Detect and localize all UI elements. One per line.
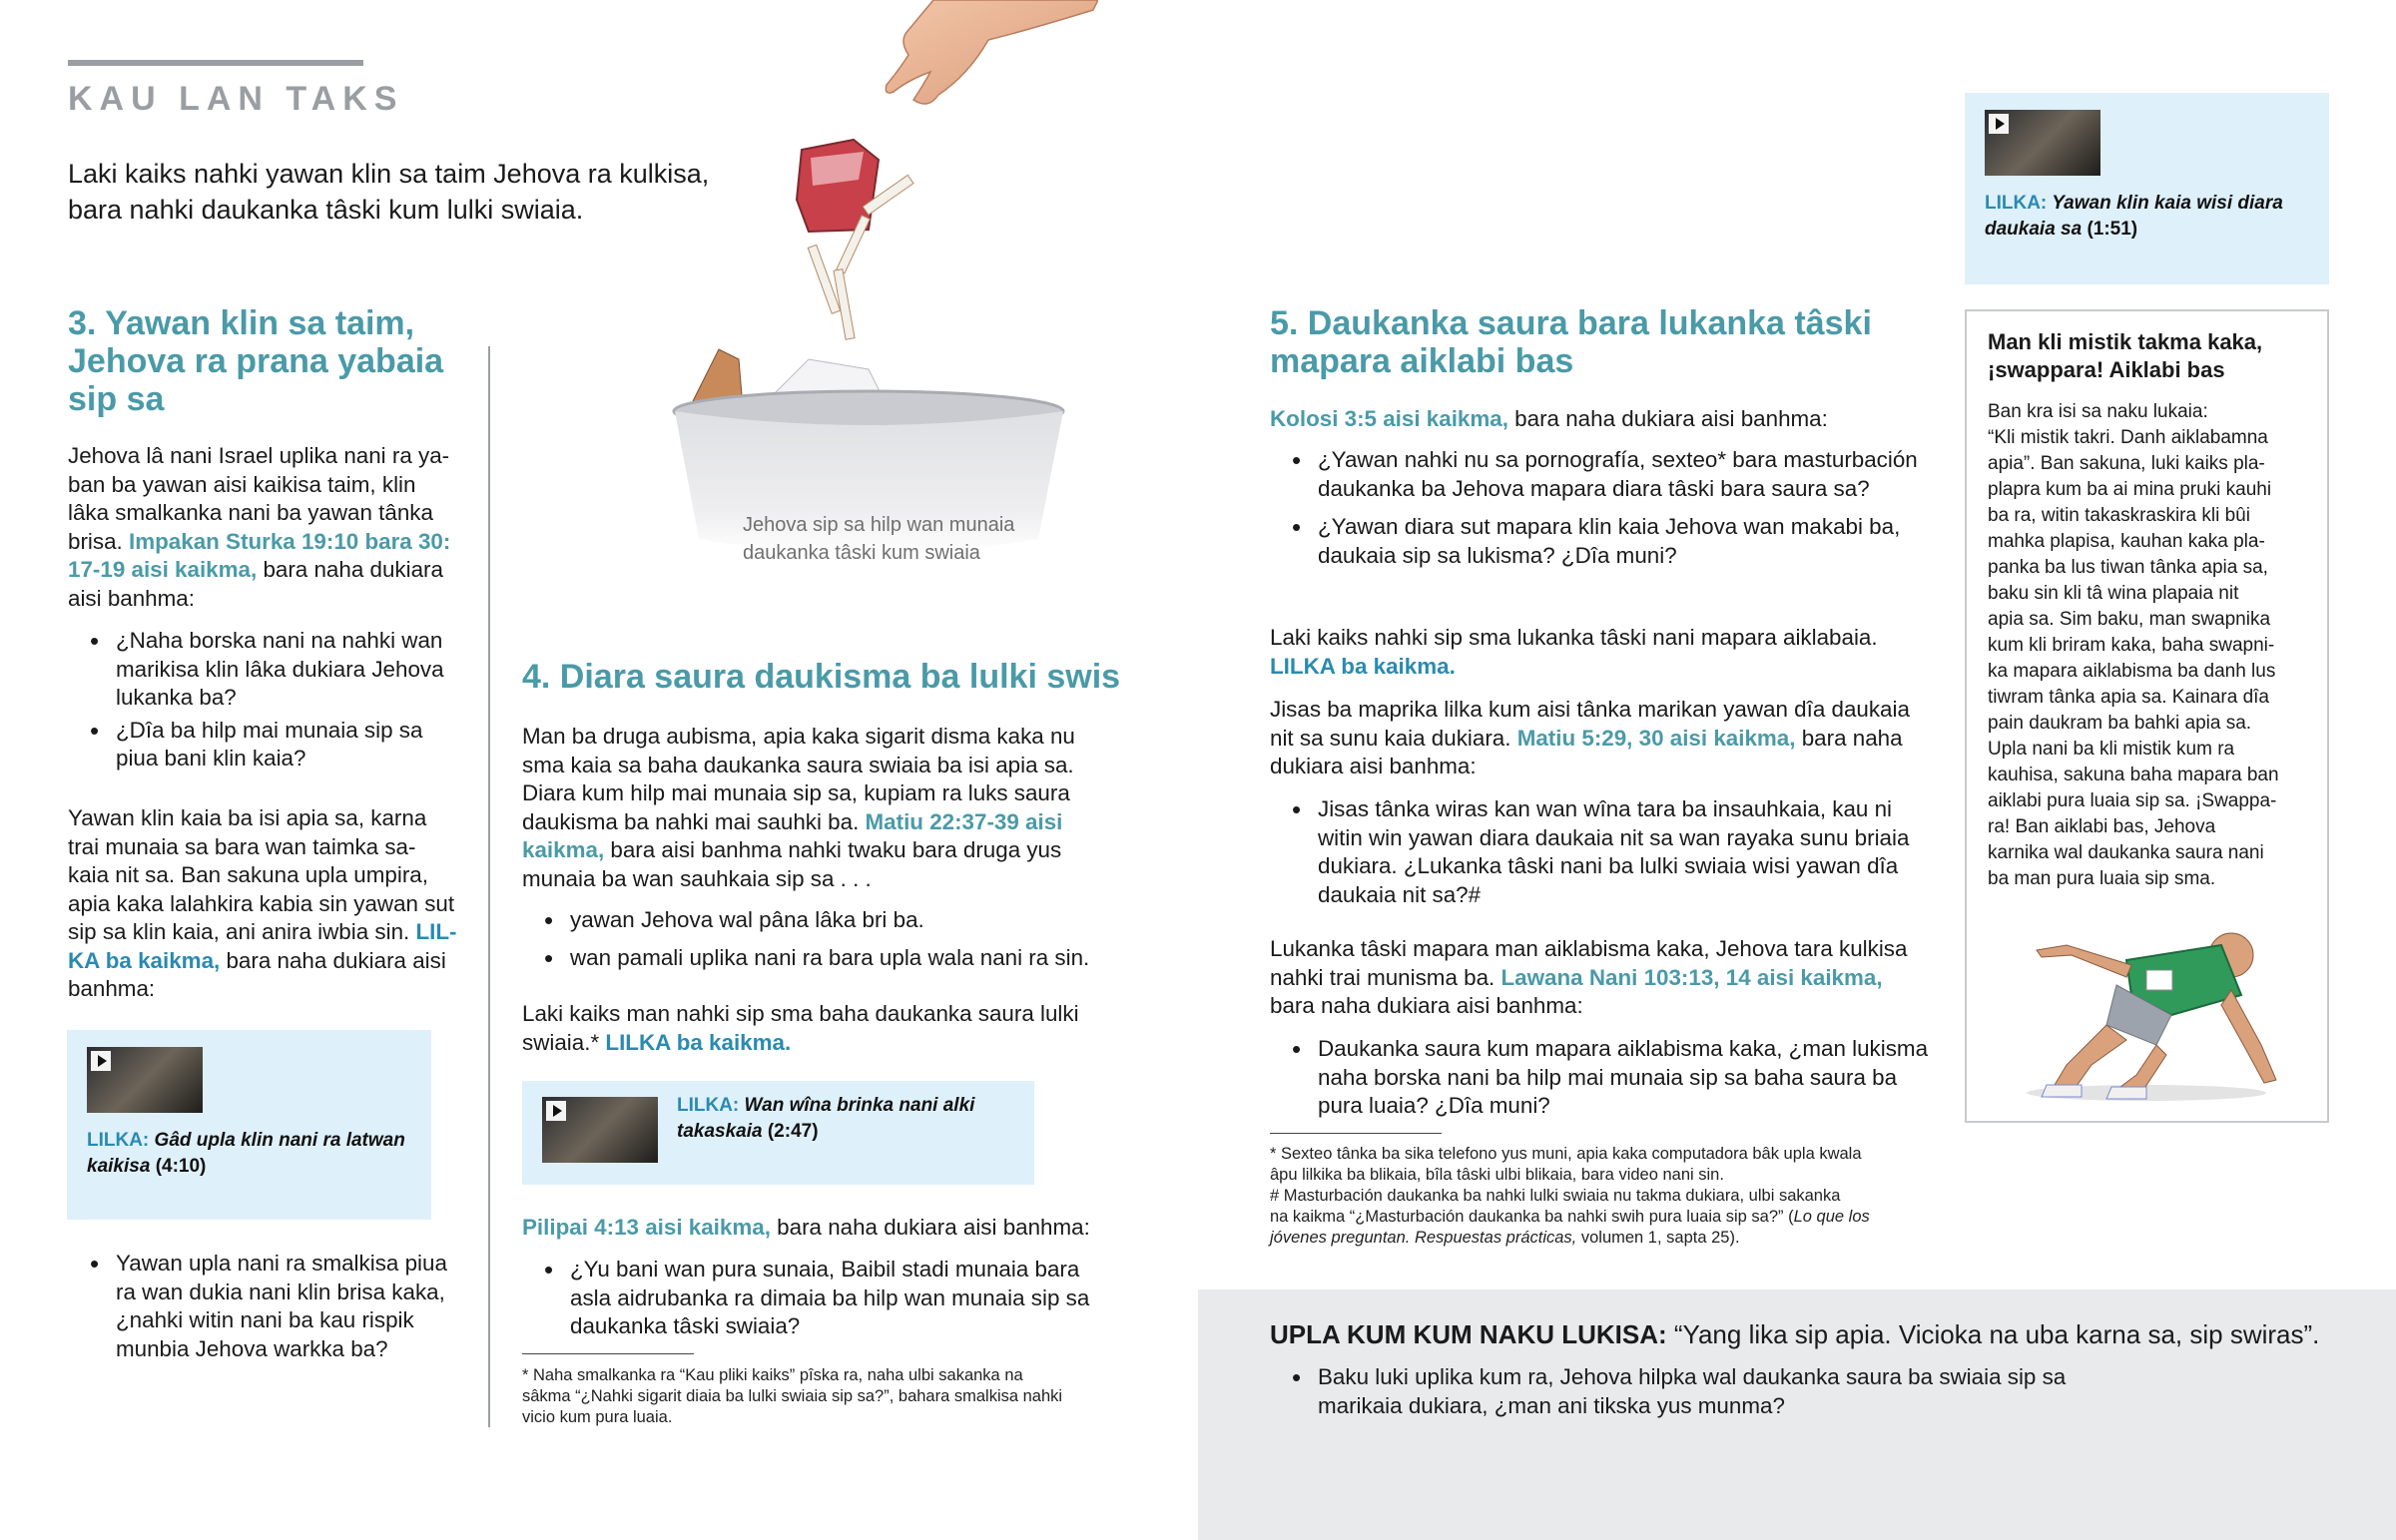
list-item: • yawan Jehova wal pâna lâka bri ba.	[522, 906, 1121, 935]
video-thumbnail[interactable]	[87, 1047, 203, 1113]
section-5-paragraph-2: Laki kaiks nahki sip sma lukanka tâski nani mapara aiklabaia. LILKA ba kaikma.	[1270, 624, 1949, 681]
list-item: • ¿Dîa ba hilp mai munaia sip sa piua bani klin kaia?	[68, 717, 467, 773]
scripture-link-matthew-22[interactable]: Matiu 22:37-39 aisi	[865, 808, 1063, 834]
list-item: • wan pamali uplika nani ra bara upla wala nani ra sin.	[522, 944, 1121, 973]
section-3-paragraph-2: Yawan klin kaia ba isi apia sa, karna trai munaia sa bara wan taimka sa- kaia nit sa. Ban sakuna upla umpira, apia kaka lalahkira kabia sin yawan sut sip sa klin kaia, ani anira iwbia sin. LIL- KA ba kaikma, bara naha dukiara aisi banhma:	[68, 805, 457, 1001]
list-item: • ¿Yu bani wan pura sunaia, Baibil stadi munaia bara asla aidrubanka ra dimaia ba hilp wan munaia sip sa daukanka tâski swiaia?	[522, 1256, 1121, 1341]
video-thumbnail[interactable]	[542, 1097, 658, 1163]
footnote-rule	[522, 1353, 694, 1354]
section-5-footnotes: * Sexteo tânka ba sika telefono yus muni, apia kaka computadora bâk upla kwala âpu lilkika ba blikaia, bîla tâski ulbi blikaia, bara video nani sin. # Masturbación daukanka ba nahki lulki swiaia nu takma dukiara, ulbi sakanka na kaikma “¿Masturbación daukanka ba nahki swih pura luaia sip sa?” (Lo que los jóvenes preguntan. Respuestas prácticas, volumen 1, sapta 25).	[1270, 1145, 1870, 1247]
section-5-question-list	[1270, 446, 1929, 570]
column-divider	[488, 346, 490, 1427]
section-5-paragraph-3: Jisas ba maprika lilka kum aisi tânka marikan yawan dîa daukaia nit sa sunu kaia dukiara. Matiu 5:29, 30 aisi kaikma, bara naha dukiara aisi banhma:	[1270, 697, 1910, 778]
scripture-link-psalms[interactable]: Lawana Nani 103:13, 14 aisi kaikma,	[1500, 964, 1883, 990]
header-rule	[68, 60, 363, 66]
section-3-paragraph-1: Jehova lâ nani Israel uplika nani ra ya- ban ba yawan aisi kaikisa taim, klin lâka smalkanka nani ba yawan tânka brisa. Impakan Sturka 19:10 bara 30: 17-19 aisi kaikma, bara naha dukiara aisi banhma:	[68, 443, 451, 611]
list-item: • Daukanka saura kum mapara aiklabisma kaka, ¿man lukisma naha borska nani ba hilp mai munaia sip sa baha saura ba pura luaia? ¿Dîa muni?	[1270, 1035, 1929, 1121]
section-3-question-list	[68, 627, 467, 773]
video-link[interactable]: LILKA ba kaikma.	[1270, 653, 1456, 679]
section-4-title: 4. Diara saura daukisma ba lulki swis	[522, 658, 1121, 696]
bottom-panel	[1198, 1289, 2396, 1540]
scripture-link-philippians[interactable]: Pilipai 4:13 aisi kaikma,	[522, 1215, 771, 1240]
section-4-bullet-list	[522, 906, 1121, 972]
video-box-section-4[interactable]: LILKA: Wan wîna brinka nani alki takaskaia (2:47)	[522, 1081, 1034, 1185]
section-5-bullet-list-2	[1270, 795, 1929, 909]
play-icon[interactable]	[91, 1051, 111, 1071]
play-icon[interactable]	[1989, 114, 2009, 134]
runner-illustration	[1997, 915, 2296, 1105]
video-thumbnail[interactable]	[1985, 110, 2100, 176]
section-4-paragraph-1: Man ba druga aubisma, apia kaka sigarit disma kaka nu sma kaia sa baha daukanka saura swiaia ba isi apia sa. Diara kum hilp mai munaia sip sa, kupiam ra luks saura daukisma ba nahki mai sauhki ba. Matiu 22:37-39 aisi kaikma, bara aisi banhma nahki twaku bara druga yus munaia ba wan sauhkaia sip sa . . .	[522, 724, 1075, 891]
section-4-paragraph-2: Laki kaiks man nahki sip sma baha daukanka saura lulki swiaia.* LILKA ba kaikma.	[522, 1001, 1079, 1055]
video-link[interactable]: LIL-	[415, 919, 457, 944]
page-title: KAU LAN TAKS	[68, 80, 404, 118]
section-5-title: 5. Daukanka saura bara lukanka tâski mapara aiklabi bas	[1270, 304, 1872, 380]
footnote-rule	[1270, 1133, 1442, 1134]
list-item: • ¿Yawan diara sut mapara klin kaia Jehova wan makabi ba, daukaia sip sa lukisma? ¿Dîa muni?	[1270, 513, 1929, 570]
video-link[interactable]: LILKA ba kaikma.	[605, 1029, 792, 1055]
section-4-final-list	[522, 1256, 1121, 1341]
section-4-footnote: * Naha smalkanka ra “Kau pliki kaiks” pîska ra, naha ulbi sakanka na sâkma “¿Nahki sigarit diaia ba lulki swiaia sip sa?”, bahara smalkisa nahki vicio kum pura luaia.	[522, 1366, 1063, 1426]
section-5-paragraph-4: Lukanka tâski mapara man aiklabisma kaka, Jehova tara kulkisa nahki trai munisma ba. Lawana Nani 103:13, 14 aisi kaikma, bara naha dukiara aisi banhma:	[1270, 936, 1908, 1018]
illustration-caption: Jehova sip sa hilp wan munaia daukanka tâski kum swiaia	[743, 514, 1015, 564]
list-item: • Baku luki uplika kum ra, Jehova hilpka wal daukanka saura ba swiaia sip sa marikaia dukiara, ¿man ani tikska yus munma?	[1270, 1363, 2089, 1420]
scripture-link-colossians[interactable]: Kolosi 3:5 aisi kaikma,	[1270, 406, 1508, 431]
list-item: • Jisas tânka wiras kan wan wîna tara ba insauhkaia, kau ni witin win yawan diara daukaia nit sa wan rayaka sunu briaia dukiara. ¿Lukanka tâski nani ba lulki swiaia wisi yawan dîa daukaia nit sa?#	[1270, 795, 1929, 909]
sidebar-box-text: Ban kra isi sa naku lukaia: “Kli mistik takri. Danh aiklabamna apia”. Ban sakuna, luki kaiks pla- plapra kum ba ai mina pruki kauhi ba ra, witin takaskraskira kli bûi mahka plapisa, kauhan kaka pla- panka ba lus tiwan tânka apia sa, baku sin kli tâ wina plapaia nit apia sa. Sim baku, man swapnika kum kli briram kaka, baha swapni- ka mapara aiklabisma ba danh lus tiwram tânka apia sa. Kainara dîa pain daukram ba bahki apia sa. Upla nani ba kli mistik kum ra kauhisa, sakuna baha mapara ban aiklabi pura luaia sip sa. ¡Swappa- ra! Ban aiklabi bas, Jehova karnika wal daukanka saura nani ba man pura luaia sip sma.	[1988, 401, 2279, 889]
sidebar-box	[1965, 309, 2329, 1123]
intro-text: Laki kaiks nahki yawan klin sa taim Jehova ra kulkisa, bara nahki daukanka tâski kum lulki swiaia.	[68, 159, 710, 225]
bottom-panel-heading: UPLA KUM KUM NAKU LUKISA: “Yang lika sip apia. Vicioka na uba karna sa, sip swiras”.	[1270, 1319, 2320, 1349]
scripture-link-deuteronomy-cont[interactable]: 17-19 aisi kaikma,	[68, 557, 258, 582]
section-3-title: 3. Yawan klin sa taim, Jehova ra prana yabaia sip sa	[68, 304, 444, 418]
section-5-paragraph-1: Kolosi 3:5 aisi kaikma, bara naha dukiara aisi banhma:	[1270, 406, 1828, 431]
video-box-sidebar[interactable]: LILKA: Yawan klin kaia wisi diara daukaia sa (1:51)	[1965, 93, 2329, 284]
scripture-link-deuteronomy[interactable]: Impakan Sturka 19:10 bara 30:	[128, 528, 451, 554]
section-4-paragraph-3: Pilipai 4:13 aisi kaikma, bara naha dukiara aisi banhma:	[522, 1215, 1090, 1240]
section-5-final-list	[1270, 1035, 1929, 1121]
video-link-cont[interactable]: KA ba kaikma,	[68, 947, 221, 973]
video-box-section-3[interactable]: LILKA: Gâd upla klin nani ra latwan kaikisa (4:10)	[67, 1030, 431, 1220]
scripture-link-matthew-5[interactable]: Matiu 5:29, 30 aisi kaikma,	[1516, 725, 1796, 751]
play-icon[interactable]	[546, 1101, 566, 1121]
sidebar-box-title: Man kli mistik takma kaka, ¡swappara! Aiklabi bas	[1988, 329, 2263, 382]
trash-can-illustration	[639, 0, 1098, 559]
scripture-link-matthew-22-cont[interactable]: kaikma,	[522, 837, 605, 862]
bottom-panel-list	[1270, 1363, 2089, 1420]
list-item: • ¿Yawan nahki nu sa pornografía, sexteo* bara masturbación daukanka ba Jehova mapara diara tâski bara saura sa?	[1270, 446, 1929, 503]
section-3-final-list	[68, 1250, 467, 1363]
list-item: • ¿Naha borska nani na nahki wan marikisa klin lâka dukiara Jehova lukanka ba?	[68, 627, 467, 713]
list-item: • Yawan upla nani ra smalkisa piua ra wan dukia nani klin brisa kaka, ¿nahki witin nani ba kau rispik munbia Jehova warkka ba?	[68, 1250, 467, 1363]
